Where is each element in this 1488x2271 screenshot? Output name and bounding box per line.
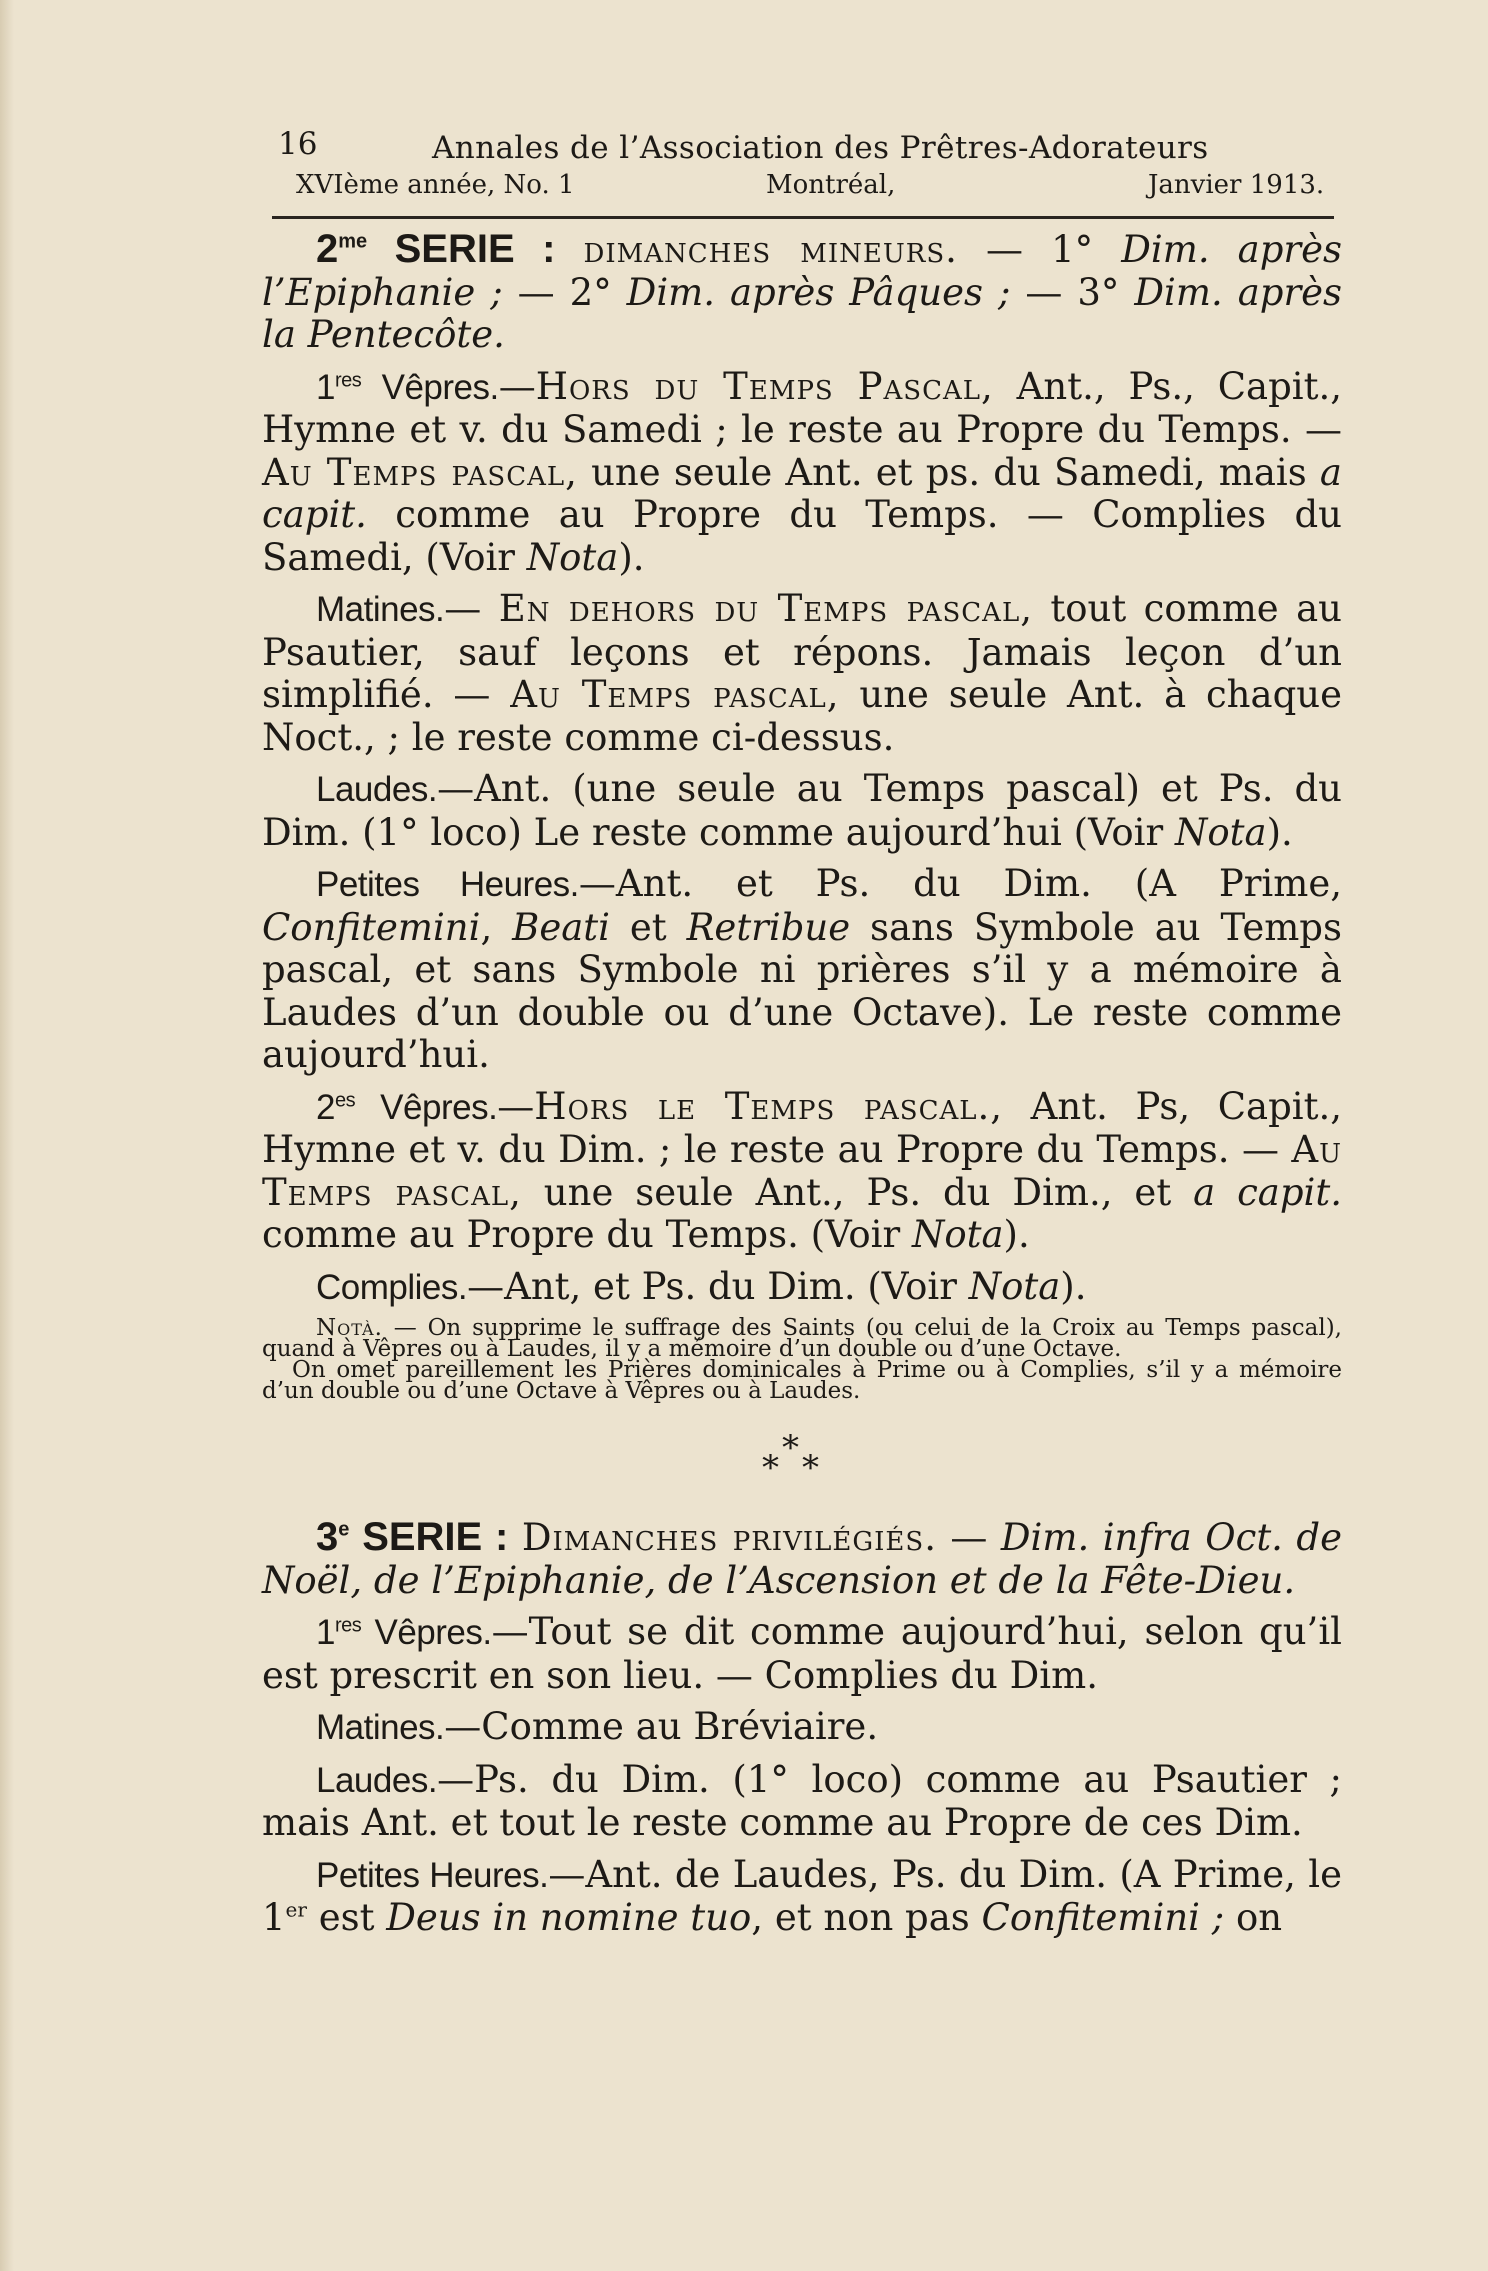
journal-title: Annales de l’Association des Prêtres-Adorateurs — [432, 130, 1209, 166]
issue-line — [296, 170, 1336, 206]
office-label: Petites Heures. — [316, 865, 579, 904]
page-number: 16 — [278, 126, 318, 162]
issue-date: Janvier 1913. — [1148, 170, 1325, 200]
nota-footnote: Notà. — On supprime le suffrage des Saints (ou celui de la Croix au Temps pascal), quand à Vêpres ou à Laudes, il y a mémoire d’un double ou d’une Octave. On omet pareillement les Prières dominicales à Prime ou à Complies, s’il y a mémoire d’un double ou d’une Octave à Vêpres ou à Laudes. — [262, 1315, 1342, 1404]
nota-label: Notà. — [316, 1315, 383, 1341]
paragraph-matines-3: Matines.—Comme au Bréviaire. — [316, 1705, 879, 1748]
office-label: Petites Heures. — [316, 1855, 549, 1895]
office-label: 1res Vêpres. — [316, 367, 499, 407]
paragraph-petites-heures: Petites Heures.—Ant. et Ps. du Dim. (A Prime, Confitemini, Beati et Retribue sans Symbole au Temps pascal, et sans Symbole ni prières s’il y a mémoire à Laudes d’un double ou d’une Octave). Le reste comme aujourd’hui. — [262, 862, 1342, 1076]
volume-number: XVIème année, No. 1 — [296, 170, 575, 200]
paragraph-premieres-vepres-3: 1res Vêpres.—Tout se dit comme aujourd’hui, selon qu’il est prescrit en son lieu. — Complies du Dim. — [262, 1610, 1342, 1697]
office-label: Matines. — [316, 590, 445, 629]
asterism-star: * — [802, 1448, 819, 1488]
running-header — [268, 126, 1338, 170]
office-label: $2^{es}$ Vêpres. — [316, 1087, 498, 1127]
office-label: 1res Vêpres. — [316, 1613, 492, 1652]
header-rule — [272, 216, 1334, 219]
page-edge — [0, 0, 14, 2271]
article-body — [262, 228, 1342, 1949]
series-3-heading: 3e SERIE : Dimanches privilégiés. — Dim. infra Oct. de Noël, de l’Epiphanie, de l’Ascension et de la Fête-Dieu. — [262, 1515, 1342, 1602]
issue-place: Montréal, — [766, 170, 896, 200]
asterism-star: * — [782, 1428, 799, 1468]
paragraph-petites-heures-3: Petites Heures.—Ant. de Laudes, Ps. du Dim. (A Prime, le 1er est Deus in nomine tuo, et non pas Confitemini ; on — [262, 1852, 1342, 1939]
office-label: Complies. — [316, 1267, 468, 1307]
office-label: Laudes. — [316, 770, 438, 809]
paragraph-laudes-3: Laudes.—Ps. du Dim. (1° loco) comme au Psautier ; mais Ant. et tout le reste comme au Propre de ces Dim. — [262, 1757, 1342, 1844]
paragraph-complies: Complies.—Ant, et Ps. du Dim. (Voir Nota). — [316, 1264, 1087, 1308]
paragraph-secondes-vepres: $2^{es}$ Vêpres.—Hors le Temps pascal., Ant. Ps, Capit., Hymne et v. du Dim. ; le reste au Propre du Temps. — Au Temps pascal, une seule Ant., Ps. du Dim., et a capit. comme au Propre du Temps. (Voir Nota). — [262, 1084, 1343, 1256]
office-label: Matines. — [316, 1708, 445, 1747]
series-kind: dimanches mineurs. — [583, 228, 958, 271]
paragraph-laudes: Laudes.—Ant. (une seule au Temps pascal) et Ps. du Dim. (1° loco) Le reste comme aujourd’hui (Voir Nota). — [262, 767, 1342, 854]
paragraph-matines: Matines.— En dehors du Temps pascal, tout comme au Psautier, sauf leçons et répons. Jamais leçon d’un simplifié. — Au Temps pascal, une seule Ant. à chaque Noct., ; le reste comme ci-dessus. — [262, 587, 1342, 759]
paragraph-premieres-vepres: 1res Vêpres.—Hors du Temps Pascal, Ant., Ps., Capit., Hymne et v. du Samedi ; le reste au Propre du Temps. — Au Temps pascal, une seule Ant. et ps. du Samedi, mais a capit. comme au Propre du Temps. — Complies du Samedi, (Voir Nota). — [262, 364, 1343, 579]
series-kind: Dimanches privilégiés. — [521, 1516, 937, 1559]
section-divider-asterism — [262, 1428, 1342, 1488]
asterism-star: * — [762, 1448, 779, 1488]
office-label: Laudes. — [316, 1760, 438, 1800]
series-number: 3e SERIE : — [316, 1515, 509, 1559]
series-number: $2^{me}$ SERIE : — [316, 227, 556, 271]
series-2-heading: $2^{me}$ SERIE : dimanches mineurs. — 1° Dim. après l’Epiphanie ; — 2° Dim. après Pâques ; — 3° Dim. après la Pentecôte. — [262, 227, 1343, 356]
